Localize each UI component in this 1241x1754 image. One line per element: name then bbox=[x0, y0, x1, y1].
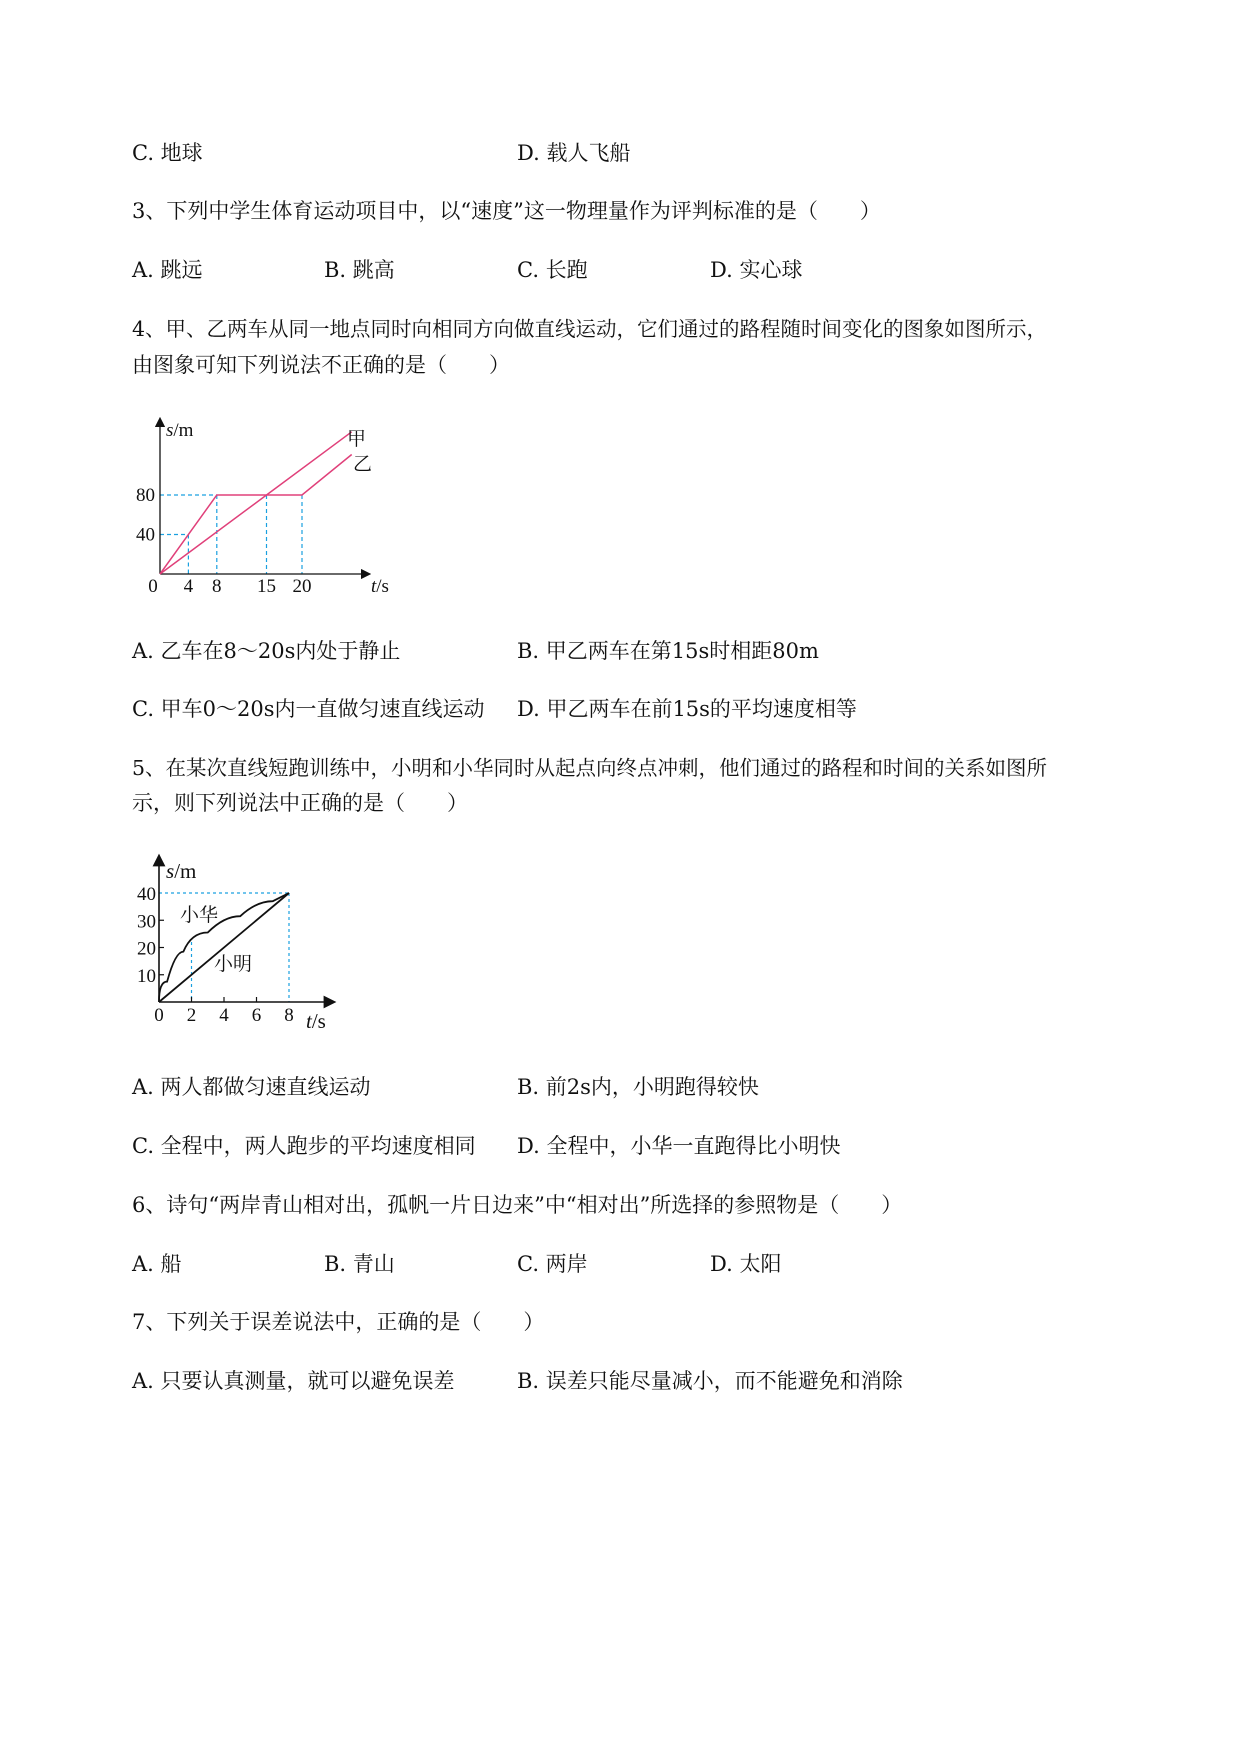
x-tick-label: 2 bbox=[186, 1005, 197, 1026]
q2-option-d: D. 载人飞船 bbox=[517, 141, 631, 165]
x-axis-var: t bbox=[306, 1009, 312, 1033]
q2-option-c: C. 地球 bbox=[132, 141, 203, 165]
q5-stem-line2: 示，则下列说法中正确的是（ ） bbox=[132, 791, 468, 815]
svg-text:s/m bbox=[166, 420, 194, 441]
series-label-jia: 甲 bbox=[347, 429, 367, 450]
q5-option-b: B. 前2s内，小明跑得较快 bbox=[517, 1075, 759, 1099]
q5-option-d: D. 全程中，小华一直跑得比小明快 bbox=[517, 1134, 841, 1158]
x-axis-var: t bbox=[371, 576, 377, 597]
y-tick-label: 40 bbox=[136, 524, 155, 546]
q6-option-c: C. 两岸 bbox=[517, 1252, 588, 1276]
y-axis-var: s bbox=[166, 420, 174, 441]
y-axis-var: s bbox=[166, 859, 175, 883]
x-tick-label: 4 bbox=[219, 1005, 229, 1026]
q6-option-d: D. 太阳 bbox=[710, 1252, 782, 1276]
y-tick-label: 30 bbox=[137, 911, 156, 933]
svg-text:t/s bbox=[371, 576, 389, 597]
q3-stem: 3、下列中学生体育运动项目中，以“速度”这一物理量作为评判标准的是（ ） bbox=[132, 199, 881, 223]
q6-option-a: A. 船 bbox=[132, 1252, 182, 1276]
svg-text:s/m bbox=[166, 859, 196, 883]
q7-option-a: A. 只要认真测量，就可以避免误差 bbox=[132, 1369, 455, 1393]
x-tick-label: 8 bbox=[212, 576, 222, 597]
x-tick-label: 0 bbox=[148, 576, 158, 597]
x-axis-unit: /s bbox=[376, 576, 389, 597]
q3-option-a: A. 跳远 bbox=[132, 258, 203, 282]
y-axis-unit: /m bbox=[174, 859, 197, 883]
series-line-1 bbox=[159, 893, 289, 1002]
q6-option-b: B. 青山 bbox=[324, 1252, 395, 1276]
q3-option-d: D. 实心球 bbox=[710, 258, 803, 282]
x-axis-unit: /s bbox=[311, 1009, 326, 1033]
q7-option-b: B. 误差只能尽量减小，而不能避免和消除 bbox=[517, 1369, 903, 1393]
q4-stem-line1: 4、甲、乙两车从同一地点同时向相同方向做直线运动，它们通过的路程随时间变化的图象如图所示， bbox=[132, 317, 1048, 341]
series-label-xiaoming: 小明 bbox=[214, 954, 253, 975]
q4-stem-line2: 由图象可知下列说法不正确的是（ ） bbox=[132, 353, 510, 377]
q4-option-d: D. 甲乙两车在前15s的平均速度相等 bbox=[517, 697, 857, 721]
q3-option-c: C. 长跑 bbox=[517, 258, 588, 282]
y-tick-label: 80 bbox=[136, 485, 155, 506]
y-tick-label: 20 bbox=[137, 938, 156, 960]
y-axis-unit: /m bbox=[173, 420, 194, 441]
q5-stem-line1: 5、在某次直线短跑训练中，小明和小华同时从起点向终点冲刺，他们通过的路程和时间的关系如图所 bbox=[132, 756, 1048, 780]
x-tick-label: 0 bbox=[154, 1005, 164, 1026]
q4-option-b: B. 甲乙两车在第15s时相距80m bbox=[517, 639, 819, 663]
x-tick-label: 15 bbox=[257, 576, 276, 597]
q5-chart bbox=[128, 850, 358, 1040]
series-label-xiaohua: 小华 bbox=[180, 905, 219, 926]
series-label-yi: 乙 bbox=[353, 454, 373, 475]
series-line-0 bbox=[160, 432, 352, 574]
q4-option-c: C. 甲车0～20s内一直做匀速直线运动 bbox=[132, 697, 485, 721]
q4-chart bbox=[128, 412, 408, 602]
x-tick-label: 6 bbox=[251, 1005, 262, 1026]
q5-option-a: A. 两人都做匀速直线运动 bbox=[132, 1075, 371, 1099]
x-tick-label: 4 bbox=[183, 576, 194, 597]
q5-option-c: C. 全程中，两人跑步的平均速度相同 bbox=[132, 1134, 476, 1158]
x-tick-label: 8 bbox=[284, 1005, 294, 1026]
q4-option-a: A. 乙车在8～20s内处于静止 bbox=[132, 639, 401, 663]
q7-stem: 7、下列关于误差说法中，正确的是（ ） bbox=[132, 1310, 545, 1334]
y-tick-label: 10 bbox=[137, 965, 156, 987]
q6-stem: 6、诗句“两岸青山相对出，孤帆一片日边来”中“相对出”所选择的参照物是（ ） bbox=[132, 1193, 903, 1217]
q3-option-b: B. 跳高 bbox=[324, 258, 395, 282]
y-tick-label: 40 bbox=[137, 884, 156, 905]
svg-text:t/s bbox=[306, 1009, 326, 1033]
x-tick-label: 20 bbox=[292, 576, 312, 597]
